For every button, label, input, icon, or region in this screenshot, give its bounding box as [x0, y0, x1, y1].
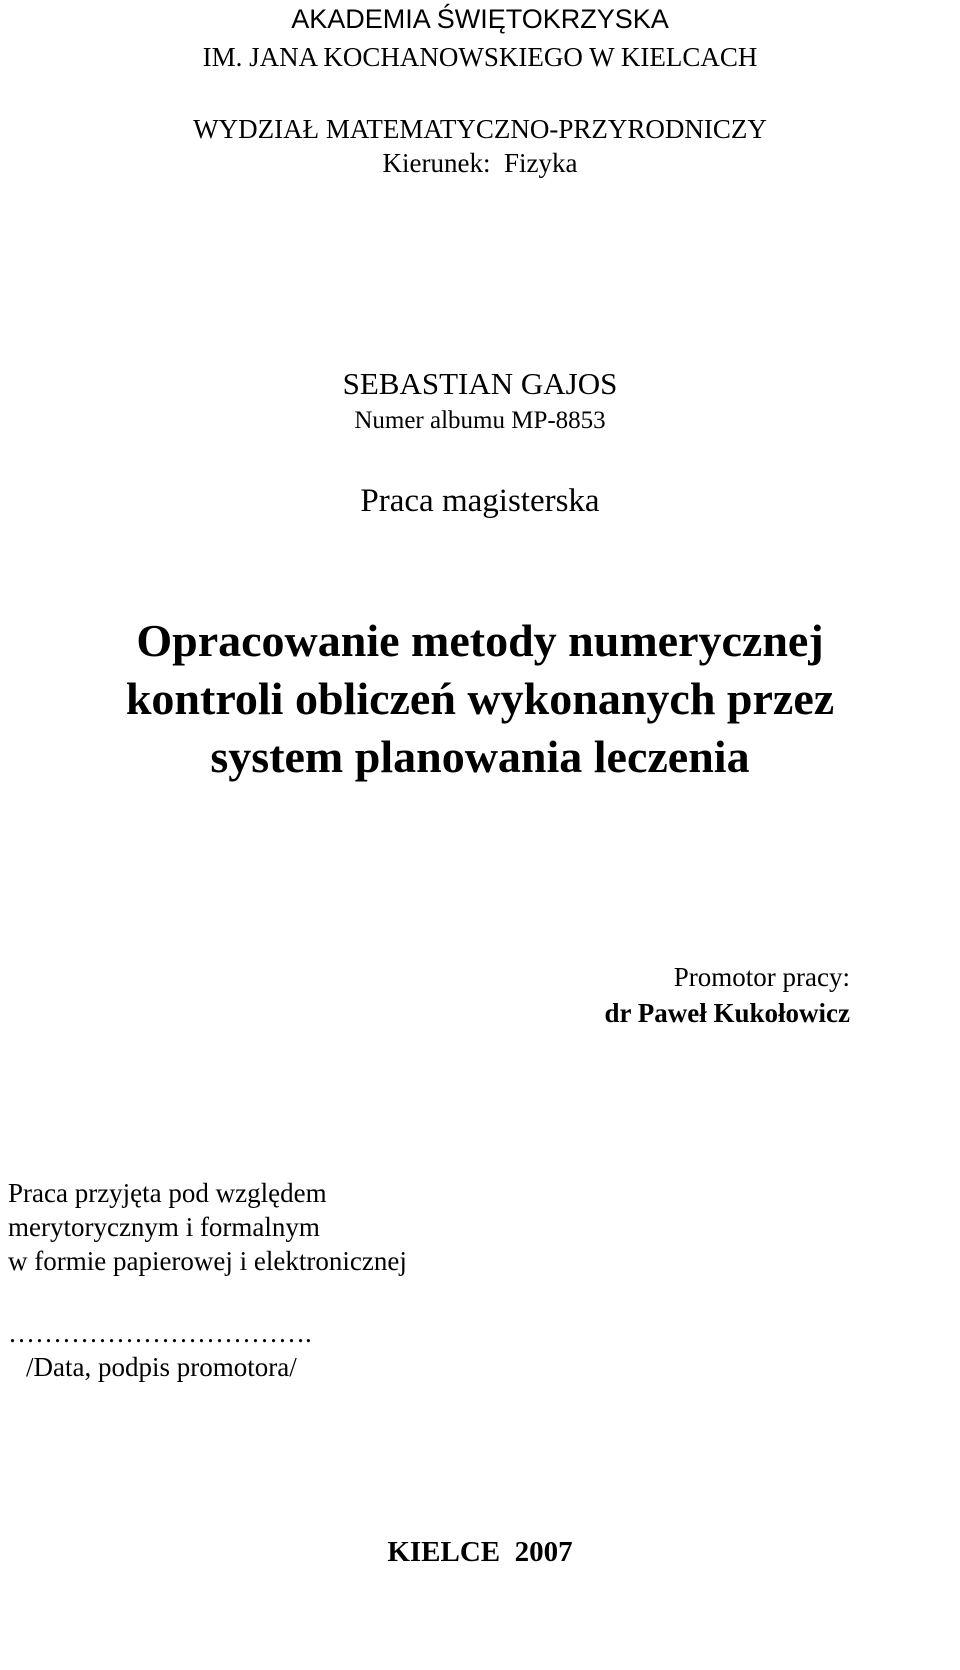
supervisor-name: dr Paweł Kukołowicz — [604, 998, 850, 1028]
author-name: SEBASTIAN GAJOS — [342, 366, 618, 401]
signature-dotted-line: ……………………………. — [8, 1318, 312, 1348]
signature-caption: /Data, podpis promotora/ — [26, 1352, 297, 1382]
field-of-study: Kierunek: Fizyka — [382, 148, 578, 178]
acceptance-line1: Praca przyjęta pod względem — [8, 1178, 327, 1208]
supervisor-label: Promotor pracy: — [673, 962, 850, 992]
thesis-title-line2: kontroli obliczeń wykonanych przez — [125, 673, 835, 724]
thesis-title-line3: system planowania leczenia — [210, 731, 750, 782]
thesis-type: Praca magisterska — [360, 483, 600, 519]
acceptance-line2: merytorycznym i formalnym — [8, 1212, 320, 1242]
album-number: Numer albumu MP-8853 — [354, 407, 606, 434]
faculty-name: WYDZIAŁ MATEMATYCZNO-PRZYRODNICZY — [193, 114, 767, 144]
university-name-line2: IM. JANA KOCHANOWSKIEGO W KIELCACH — [202, 42, 758, 72]
thesis-title-line1: Opracowanie metody numerycznej — [136, 615, 824, 666]
acceptance-line3: w formie papierowej i elektronicznej — [8, 1246, 407, 1276]
place-and-year: KIELCE 2007 — [387, 1536, 573, 1568]
university-name-line1: AKADEMIA ŚWIĘTOKRZYSKA — [291, 4, 669, 34]
